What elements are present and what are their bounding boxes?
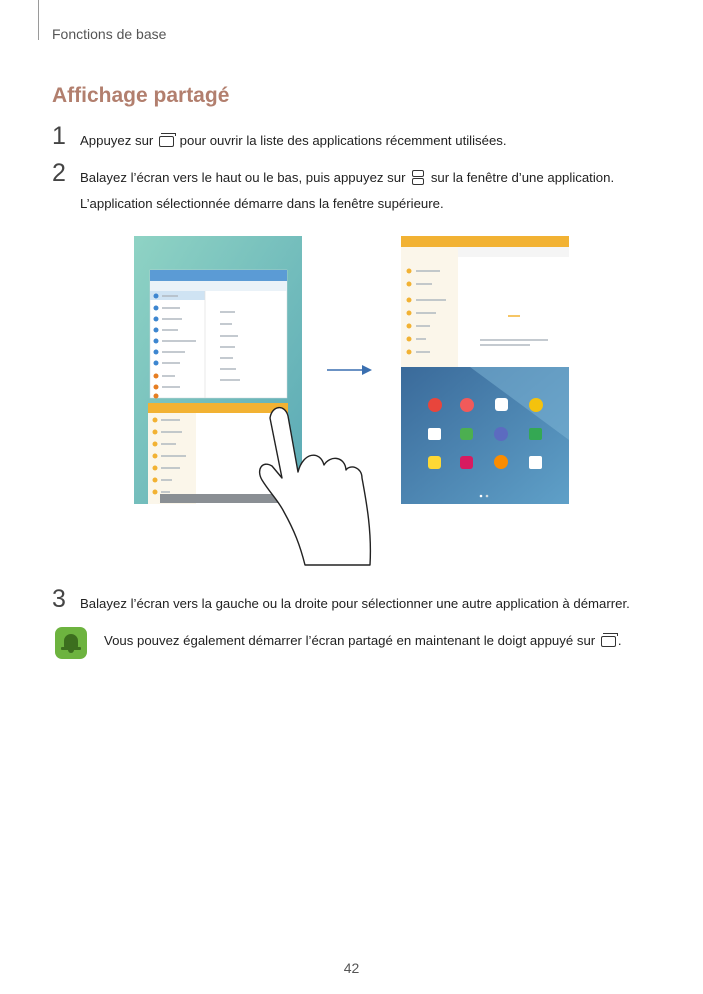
step-number: 1: [52, 122, 66, 150]
bell-note-icon: [55, 627, 87, 659]
page-number: 42: [343, 960, 360, 976]
recent-apps-icon: [601, 636, 616, 647]
swipe-hand-icon: [260, 408, 371, 565]
left-tablet-screen: [134, 236, 302, 504]
page-title: Affichage partagé: [52, 84, 230, 107]
arrow-right-icon: [327, 365, 372, 375]
step-text: sur la fenêtre d’une application.: [430, 170, 615, 185]
note-text: Vous pouvez également démarrer l’écran partagé en maintenant le doigt appuyé sur .: [104, 633, 622, 648]
step-text: Balayez l’écran vers la gauche ou la droite pour sélectionner une autre application à démarrer.: [80, 596, 630, 611]
step-number: 3: [52, 585, 66, 613]
step-text: Appuyez sur: [80, 133, 154, 148]
step-text-line2: L’application sélectionnée démarre dans la fenêtre supérieure.: [80, 196, 444, 211]
step-number: 2: [52, 159, 66, 187]
right-tablet-screen: [401, 236, 569, 504]
step-text: pour ouvrir la liste des applications récemment utilisées.: [179, 133, 507, 148]
step-text: Balayez l’écran vers le haut ou le bas, puis appuyez sur: [80, 170, 406, 185]
section-header: Fonctions de base: [52, 26, 167, 42]
